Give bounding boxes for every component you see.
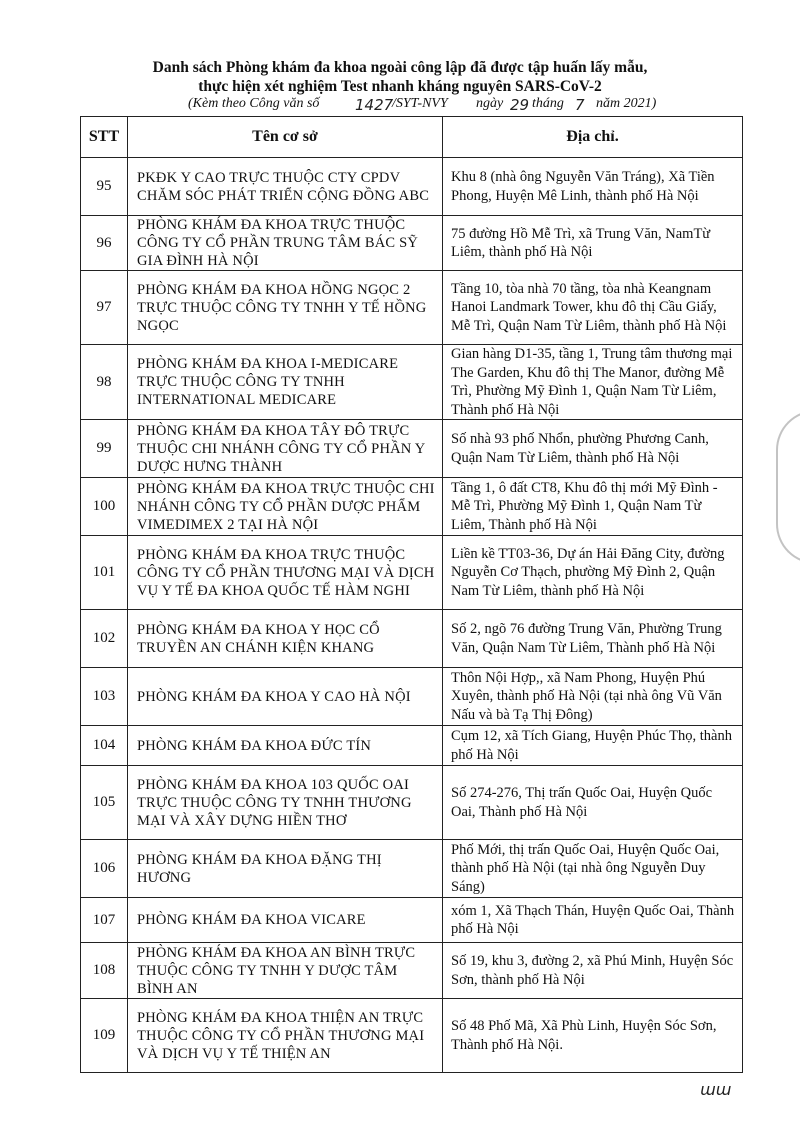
table-row xyxy=(81,726,743,766)
row-address: Số nhà 93 phố Nhổn, phường Phương Canh, Quận Nam Từ Liêm, thành phố Hà Nội xyxy=(443,420,743,478)
row-clinic-name: PHÒNG KHÁM ĐA KHOA TRỰC THUỘC CHI NHÁNH CÔNG TY CỔ PHẦN DƯỢC PHẨM VIMEDIMEX 2 TẠI HÀ NỘI xyxy=(128,478,443,536)
row-clinic-name: PKĐK Y CAO TRỰC THUỘC CTY CPDV CHĂM SÓC PHÁT TRIỂN CỘNG ĐỒNG ABC xyxy=(128,158,443,216)
table-row xyxy=(81,898,743,943)
row-stt: 101 xyxy=(81,536,128,610)
row-address: Liền kề TT03-36, Dự án Hải Đăng City, đường Nguyễn Cơ Thạch, phường Mỹ Đình 2, Quận Nam Từ Liêm, thành phố Hà Nội xyxy=(443,536,743,610)
table-header-row xyxy=(81,117,743,158)
clinic-table xyxy=(80,116,743,1073)
table-row xyxy=(81,766,743,840)
row-clinic-name: PHÒNG KHÁM ĐA KHOA Y CAO HÀ NỘI xyxy=(128,668,443,726)
table-row xyxy=(81,610,743,668)
ref-suffix: /SYT-NVY xyxy=(392,96,448,111)
table-row xyxy=(81,420,743,478)
column-header-name: Tên cơ sở xyxy=(128,117,443,158)
date-year: năm 2021) xyxy=(596,96,657,111)
date-day-label: ngày xyxy=(476,96,504,111)
row-clinic-name: PHÒNG KHÁM ĐA KHOA TÂY ĐÔ TRỰC THUỘC CHI NHÁNH CÔNG TY CỔ PHẦN Y DƯỢC HƯNG THÀNH xyxy=(128,420,443,478)
table-row xyxy=(81,999,743,1073)
row-stt: 100 xyxy=(81,478,128,536)
row-stt: 102 xyxy=(81,610,128,668)
row-stt: 105 xyxy=(81,766,128,840)
row-clinic-name: PHÒNG KHÁM ĐA KHOA HỒNG NGỌC 2 TRỰC THUỘC CÔNG TY TNHH Y TẾ HỒNG NGỌC xyxy=(128,271,443,345)
ref-number: 1427 xyxy=(355,96,394,114)
row-clinic-name: PHÒNG KHÁM ĐA KHOA I-MEDICARE TRỰC THUỘC CÔNG TY TNHH INTERNATIONAL MEDICARE xyxy=(128,345,443,420)
table-row xyxy=(81,158,743,216)
row-address: Số 2, ngõ 76 đường Trung Văn, Phường Trung Văn, Quận Nam Từ Liêm, Thành phố Hà Nội xyxy=(443,610,743,668)
table-row xyxy=(81,943,743,999)
initials-signature: ɯɯ xyxy=(700,1080,732,1099)
row-address: 75 đường Hồ Mễ Trì, xã Trung Văn, NamTừ Liêm, thành phố Hà Nội xyxy=(443,216,743,271)
row-stt: 95 xyxy=(81,158,128,216)
row-stt: 103 xyxy=(81,668,128,726)
row-stt: 96 xyxy=(81,216,128,271)
date-day: 29 xyxy=(510,96,530,114)
row-clinic-name: PHÒNG KHÁM ĐA KHOA TRỰC THUỘC CÔNG TY CỔ PHẦN TRUNG TÂM BÁC SỸ GIA ĐÌNH HÀ NỘI xyxy=(128,216,443,271)
ref-prefix: (Kèm theo Công văn số xyxy=(188,96,320,111)
row-address: Số 274-276, Thị trấn Quốc Oai, Huyện Quốc Oai, Thành phố Hà Nội xyxy=(443,766,743,840)
row-clinic-name: PHÒNG KHÁM ĐA KHOA ĐẶNG THỊ HƯƠNG xyxy=(128,840,443,898)
row-address: Tầng 10, tòa nhà 70 tầng, tòa nhà Keangnam Hanoi Landmark Tower, khu đô thị Cầu Giấy, Mễ Trì, Quận Nam Từ Liêm, thành phố Hà Nội xyxy=(443,271,743,345)
row-stt: 98 xyxy=(81,345,128,420)
row-address: xóm 1, Xã Thạch Thán, Huyện Quốc Oai, Thành phố Hà Nội xyxy=(443,898,743,943)
row-address: Số 19, khu 3, đường 2, xã Phú Minh, Huyện Sóc Sơn, thành phố Hà Nội xyxy=(443,943,743,999)
row-address: Khu 8 (nhà ông Nguyễn Văn Tráng), Xã Tiền Phong, Huyện Mê Linh, thành phố Hà Nội xyxy=(443,158,743,216)
row-address: Phố Mới, thị trấn Quốc Oai, Huyện Quốc Oai, thành phố Hà Nội (tại nhà ông Nguyễn Duy Sáng) xyxy=(443,840,743,898)
table-row xyxy=(81,536,743,610)
document-header xyxy=(0,58,800,114)
column-header-stt: STT xyxy=(81,117,128,158)
row-stt: 109 xyxy=(81,999,128,1073)
row-clinic-name: PHÒNG KHÁM ĐA KHOA Y HỌC CỔ TRUYỀN AN CHÁNH KIỆN KHANG xyxy=(128,610,443,668)
row-clinic-name: PHÒNG KHÁM ĐA KHOA AN BÌNH TRỰC THUỘC CÔNG TY TNHH Y DƯỢC TÂM BÌNH AN xyxy=(128,943,443,999)
table-row xyxy=(81,478,743,536)
row-address: Thôn Nội Hợp,, xã Nam Phong, Huyện Phú Xuyên, thành phố Hà Nội (tại nhà ông Vũ Văn Nấu và bà Tạ Thị Đông) xyxy=(443,668,743,726)
row-stt: 99 xyxy=(81,420,128,478)
row-clinic-name: PHÒNG KHÁM ĐA KHOA 103 QUỐC OAI TRỰC THUỘC CÔNG TY TNHH THƯƠNG MẠI VÀ XÂY DỰNG HIỀN THƠ xyxy=(128,766,443,840)
row-clinic-name: PHÒNG KHÁM ĐA KHOA ĐỨC TÍN xyxy=(128,726,443,766)
row-stt: 108 xyxy=(81,943,128,999)
row-address: Số 48 Phố Mã, Xã Phù Linh, Huyện Sóc Sơn, Thành phố Hà Nội. xyxy=(443,999,743,1073)
row-clinic-name: PHÒNG KHÁM ĐA KHOA THIỆN AN TRỰC THUỘC CÔNG TY CỔ PHẦN THƯƠNG MẠI VÀ DỊCH VỤ Y TẾ THIỆN AN xyxy=(128,999,443,1073)
table-row xyxy=(81,840,743,898)
row-address: Tầng 1, ô đất CT8, Khu đô thị mới Mỹ Đình - Mễ Trì, Phường Mỹ Đình 1, Quận Nam Từ Liêm, Thành phố Hà Nội xyxy=(443,478,743,536)
date-month: 7 xyxy=(575,96,585,114)
row-stt: 106 xyxy=(81,840,128,898)
row-stt: 107 xyxy=(81,898,128,943)
title-line-2: thực hiện xét nghiệm Test nhanh kháng nguyên SARS-CoV-2 xyxy=(198,78,602,95)
column-header-address: Địa chỉ. xyxy=(443,117,743,158)
stamp-edge xyxy=(776,410,800,564)
date-month-label: tháng xyxy=(532,96,564,111)
table-row xyxy=(81,271,743,345)
table-row xyxy=(81,216,743,271)
title-line-1: Danh sách Phòng khám đa khoa ngoài công lập đã được tập huấn lấy mẫu, xyxy=(152,59,648,76)
table-row xyxy=(81,345,743,420)
table-row xyxy=(81,668,743,726)
row-stt: 104 xyxy=(81,726,128,766)
row-clinic-name: PHÒNG KHÁM ĐA KHOA VICARE xyxy=(128,898,443,943)
row-clinic-name: PHÒNG KHÁM ĐA KHOA TRỰC THUỘC CÔNG TY CỔ PHẦN THƯƠNG MẠI VÀ DỊCH VỤ Y TẾ ĐA KHOA QUỐC TẾ HÀM NGHI xyxy=(128,536,443,610)
reference-line xyxy=(0,96,800,114)
row-address: Cụm 12, xã Tích Giang, Huyện Phúc Thọ, thành phố Hà Nội xyxy=(443,726,743,766)
row-stt: 97 xyxy=(81,271,128,345)
row-address: Gian hàng D1-35, tầng 1, Trung tâm thương mại The Garden, Khu đô thị The Manor, đường Mễ Trì, Phường Mỹ Đình 1, Quận Nam Từ Liêm, Thành phố Hà Nội xyxy=(443,345,743,420)
